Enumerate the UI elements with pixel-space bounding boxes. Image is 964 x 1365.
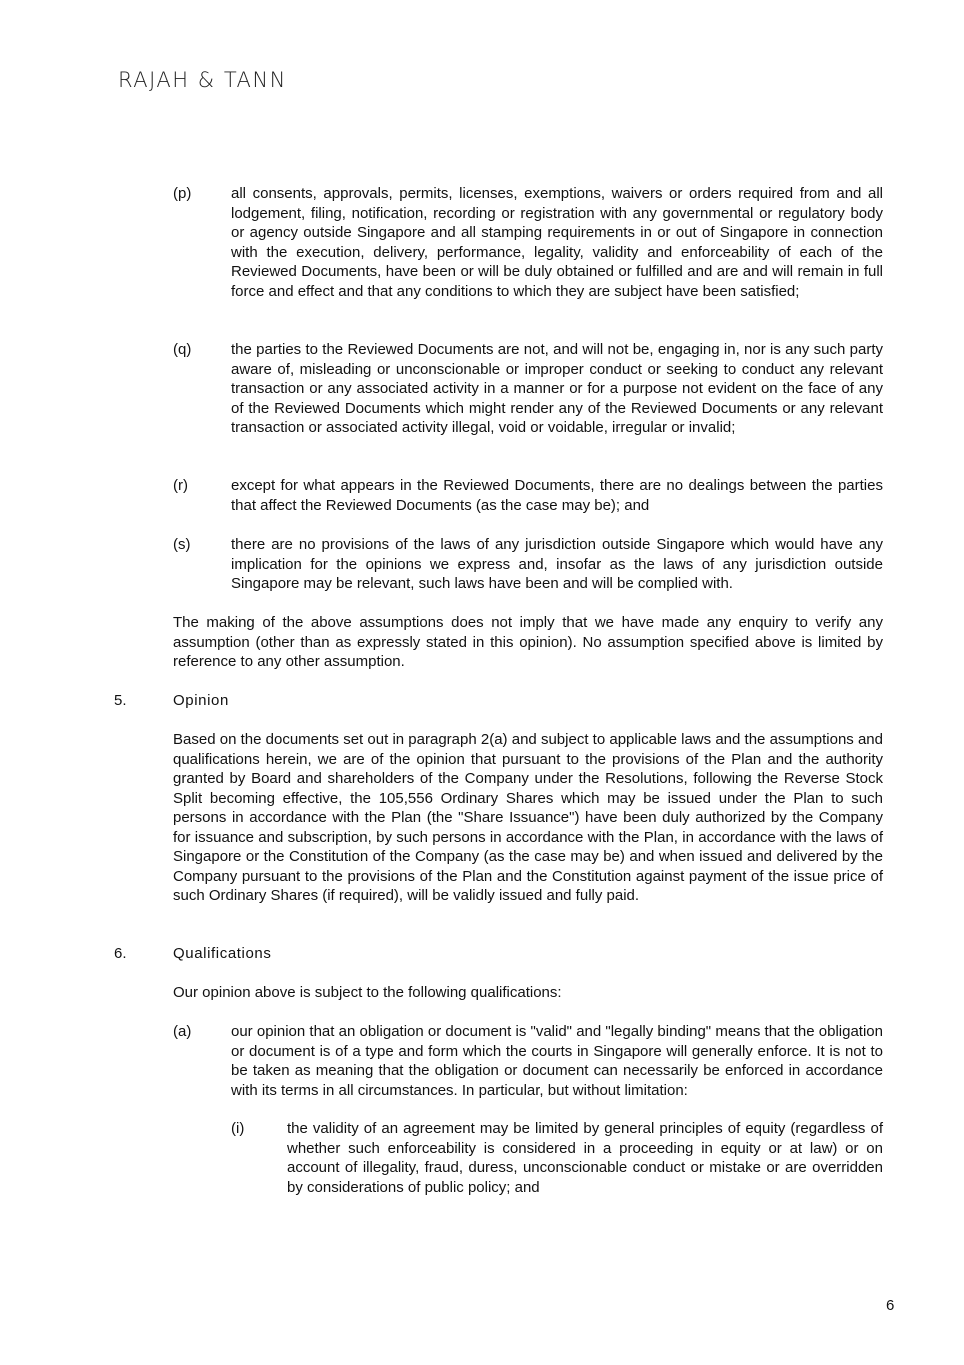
qualification-text-a: our opinion that an obligation or document is "valid" and "legally binding" means that the obligation or document is of a type and form which the courts in Singapore will generally enforce. It is not to be taken as meaning that the obligation or document can necessarily be enforced in accordance with its terms in all circumstances. In particular, but without limitation: xyxy=(231,1023,883,1099)
assumptions-note: The making of the above assumptions does not imply that we have made any enquiry to verify any assumption (other than as expressly stated in this opinion). No assumption specified above is limited by reference to any other assumption. xyxy=(173,614,883,670)
item-text-s: there are no provisions of the laws of any jurisdiction outside Singapore which would have any implication for the opinions we express and, insofar as the laws of any jurisdiction outside Singapore may be relevant, such laws have been and will be complied with. xyxy=(231,536,883,592)
item-label-r: (r) xyxy=(173,477,188,494)
section-number-6: 6. xyxy=(114,945,127,962)
qualification-label-i: (i) xyxy=(231,1120,245,1137)
opinion-paragraph: Based on the documents set out in paragraph 2(a) and subject to applicable laws and the assumptions and qualifications herein, we are of the opinion that pursuant to the provisions of the Plan and the authority granted by Board and shareholders of the Company under the Resolutions, following the Reverse Stock Split becoming effective, the 105,556 Ordinary Shares which may be issued under the Plan to such persons in accordance with the Plan (the "Share Issuance") have been duly authorized by the Company for issuance and subscription, by such persons in accordance with the Plan, in accordance with the laws of Singapore or the Constitution of the Company (as the case may be) and when issued and delivered by the Company pursuant to the provisions of the Plan and the Constitution against payment of the issue price of such Ordinary Shares (if required), will be validly issued and fully paid. xyxy=(173,731,883,904)
item-text-q: the parties to the Reviewed Documents are not, and will not be, engaging in, nor is any such party aware of, misleading or unconscionable or improper conduct or seeking to conduct any relevant transaction or any associated activity in a manner or for a purpose not evident on the face of any of the Reviewed Documents which might render any of the Reviewed Documents or any relevant transaction or associated activity illegal, void or voidable, irregular or invalid; xyxy=(231,341,883,436)
firm-logo: RAJAH & TANN xyxy=(118,68,287,92)
qualification-text-i: the validity of an agreement may be limited by general principles of equity (regardless of whether such enforceability is considered in a proceeding in equity or at law) or on account of illegality, fraud, duress, unconscionable conduct or mistake or are overridden by considerations of public policy; and xyxy=(287,1120,883,1196)
item-text-p: all consents, approvals, permits, licenses, exemptions, waivers or orders required from and all lodgement, filing, notification, recording or registration with any governmental or regulatory body or agency outside Singapore and all stamping requirements in or out of Singapore in connection with the execution, delivery, performance, legality, validity and enforceability of each of the Reviewed Documents, have been or will be duly obtained or fulfilled and are and will remain in full force and effect and that any conditions to which they are subject have been satisfied; xyxy=(231,185,883,300)
section-title-opinion: Opinion xyxy=(173,692,229,709)
item-label-q: (q) xyxy=(173,341,192,358)
item-text-r: except for what appears in the Reviewed Documents, there are no dealings between the parties that affect the Reviewed Documents (as the case may be); and xyxy=(231,477,883,514)
qualifications-intro: Our opinion above is subject to the following qualifications: xyxy=(173,984,562,1001)
section-number-5: 5. xyxy=(114,692,127,709)
qualification-label-a: (a) xyxy=(173,1023,192,1040)
item-label-p: (p) xyxy=(173,185,192,202)
page-number: 6 xyxy=(886,1297,895,1314)
item-label-s: (s) xyxy=(173,536,191,553)
section-title-qualifications: Qualifications xyxy=(173,945,272,962)
